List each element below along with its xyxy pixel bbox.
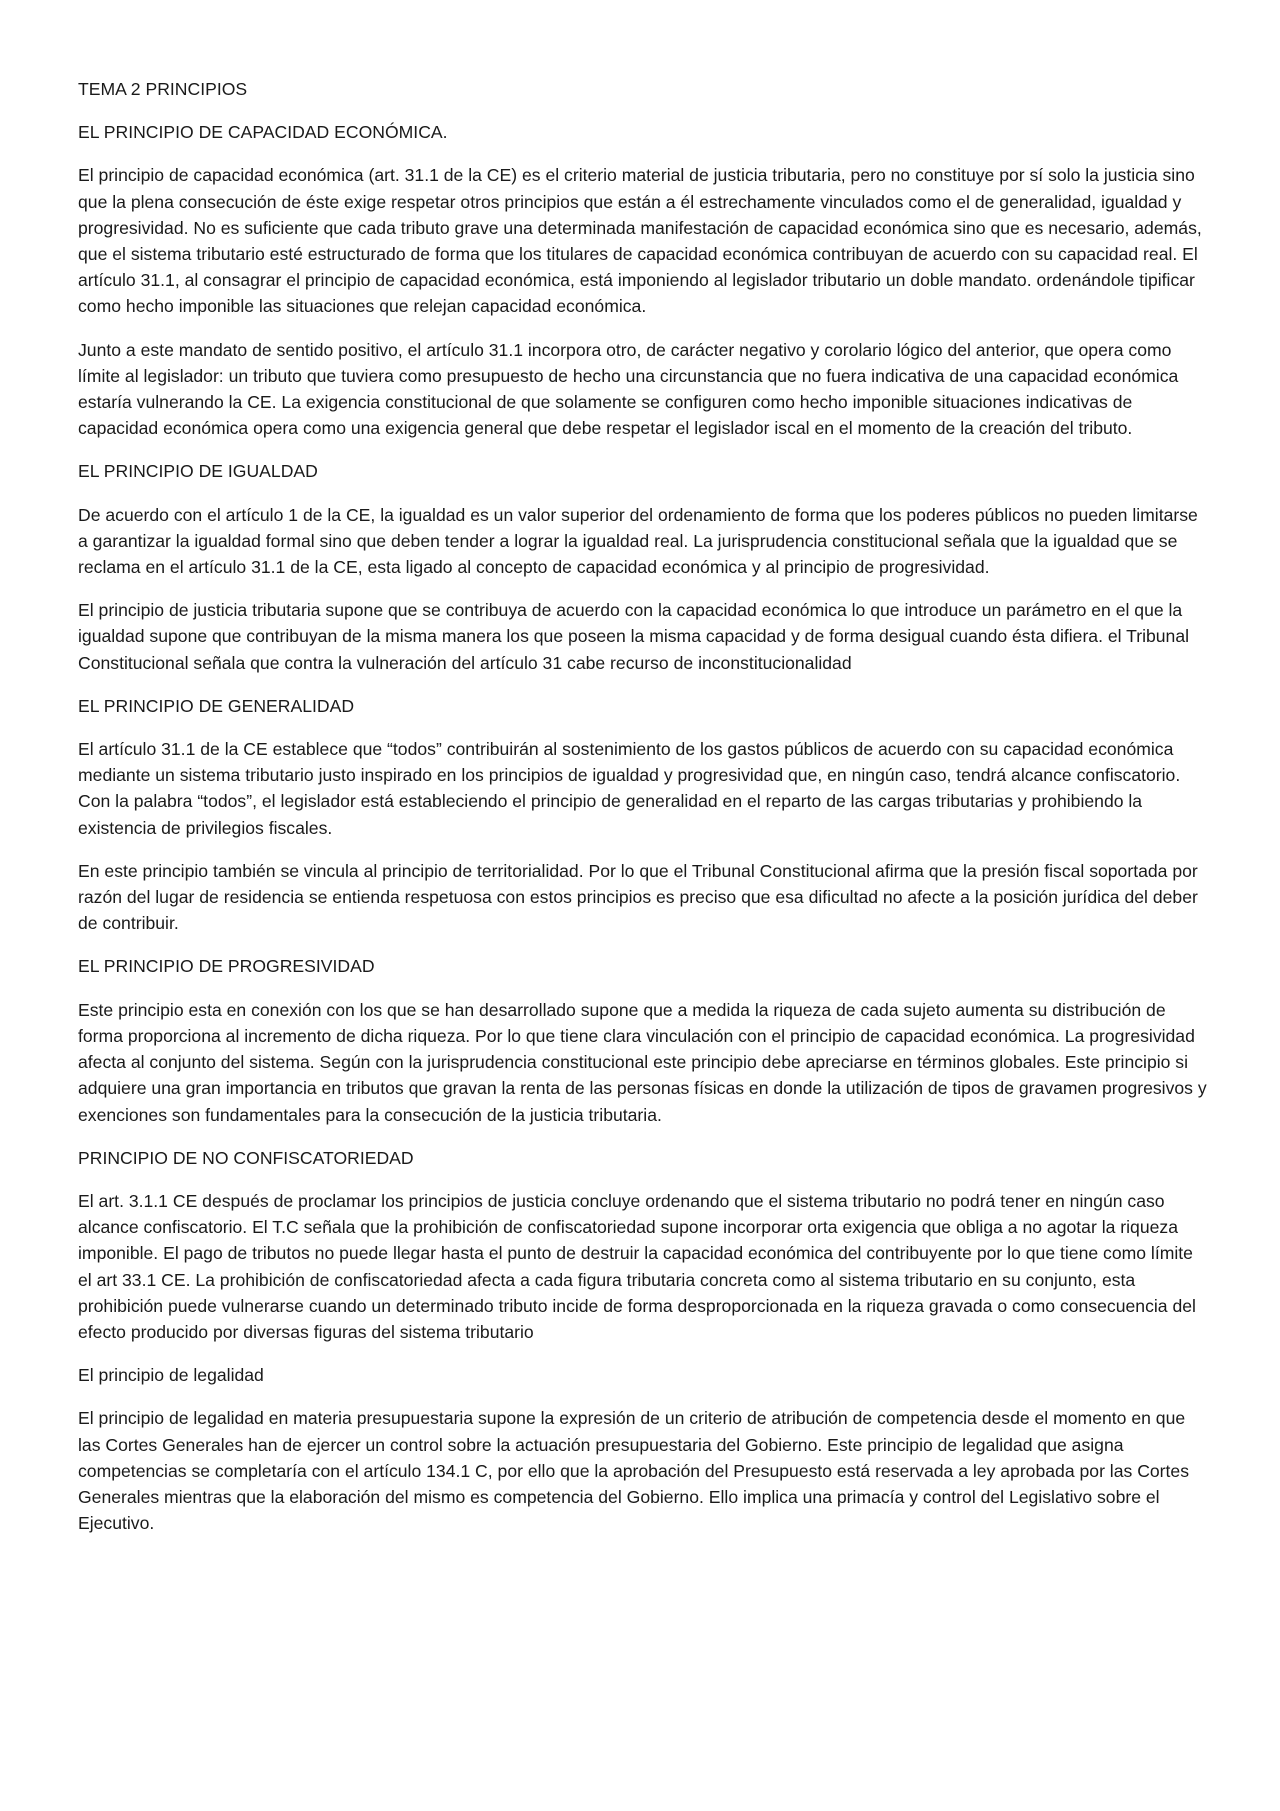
document-page [78, 76, 1208, 1553]
section-heading-progresividad: EL PRINCIPIO DE PROGRESIVIDAD [78, 956, 375, 977]
section-heading-generalidad: EL PRINCIPIO DE GENERALIDAD [78, 695, 355, 716]
section-heading-capacidad: EL PRINCIPIO DE CAPACIDAD ECONÓMICA. [78, 122, 448, 143]
paragraph: Este principio esta en conexión con los que se han desarrollado supone que a medida la riqueza de cada sujeto aumenta su distribución de forma proporciona al incremento de dicha riqueza. Por lo que tiene clara vinculación con el principio de capacidad económica. La progresividad afecta al conjunto del sistema. Según con la jurisprudencia constitucional este principio debe apreciarse en términos globales. Este principio si adquiere una gran importancia en tributos que gravan la renta de las personas físicas en donde la utilización de tipos de gravamen progresivos y exenciones son fundamentales para la consecución de la justicia tributaria. [78, 999, 1207, 1125]
document-title: TEMA 2 PRINCIPIOS [78, 79, 248, 99]
paragraph: El artículo 31.1 de la CE establece que “todos” contribuirán al sostenimiento de los gastos públicos de acuerdo con su capacidad económica mediante un sistema tributario justo inspirado en los principios de igualdad y progresividad que, en ningún caso, tendrá alcance confiscatorio. Con la palabra “todos”, el legislador está estableciendo el principio de generalidad en el reparto de las cargas tributarias y prohibiendo la existencia de privilegios fiscales. [78, 739, 1181, 838]
paragraph: Junto a este mandato de sentido positivo, el artículo 31.1 incorpora otro, de carácter negativo y corolario lógico del anterior, que opera como límite al legislador: un tributo que tuviera como presupuesto de hecho una circunstancia que no fuera indicativa de una capacidad económica estaría vulnerando la CE. La exigencia constitucional de que solamente se configuren como hecho imponible situaciones indicativas de capacidad económica opera como una exigencia general que debe respetar el legislador iscal en el momento de la creación del tributo. [78, 339, 1179, 439]
paragraph: En este principio también se vincula al principio de territorialidad. Por lo que el Tribunal Constitucional afirma que la presión fiscal soportada por razón del lugar de residencia se entienda respetuosa con estos principios es preciso que esa dificultad no afecte a la posición jurídica del deber de contribuir. [78, 860, 1198, 934]
paragraph: El principio de capacidad económica (art. 31.1 de la CE) es el criterio material de justicia tributaria, pero no constituye por sí solo la justicia sino que la plena consecución de éste exige respetar otros principios que están a él estrechamente vinculados como el de generalidad, igualdad y progresividad. No es suficiente que cada tributo grave una determinada manifestación de capacidad económica sino que es necesario, además, que el sistema tributario esté estructurado de forma que los titulares de capacidad económica contribuyan de acuerdo con su capacidad real. El artículo 31.1, al consagrar el principio de capacidad económica, está imponiendo al legislador tributario un doble mandato. ordenándole tipificar como hecho imponible las situaciones que relejan capacidad económica. [78, 165, 1202, 317]
paragraph: De acuerdo con el artículo 1 de la CE, la igualdad es un valor superior del ordenamiento de forma que los poderes públicos no pueden limitarse a garantizar la igualdad formal sino que deben tender a lograr la igualdad real. La jurisprudencia constitucional señala que la igualdad que se reclama en el artículo 31.1 de la CE, esta ligado al concepto de capacidad económica y al principio de progresividad. [78, 504, 1198, 578]
section-heading-legalidad: El principio de legalidad [78, 1365, 264, 1386]
paragraph: El principio de legalidad en materia presupuestaria supone la expresión de un criterio de atribución de competencia desde el momento en que las Cortes Generales han de ejercer un control sobre la actuación presupuestaria del Gobierno. Este principio de legalidad que asigna competencias se completaría con el artículo 134.1 C, por ello que la aprobación del Presupuesto está reservada a ley aprobada por las Cortes Generales mientras que la elaboración del mismo es competencia del Gobierno. Ello implica una primacía y control del Legislativo sobre el Ejecutivo. [78, 1408, 1190, 1534]
paragraph: El principio de justicia tributaria supone que se contribuya de acuerdo con la capacidad económica lo que introduce un parámetro en el que la igualdad supone que contribuyan de la misma manera los que poseen la misma capacidad y de forma desigual cuando ésta difiera. el Tribunal Constitucional señala que contra la vulneración del artículo 31 cabe recurso de inconstitucionalidad [78, 600, 1190, 673]
section-heading-igualdad: EL PRINCIPIO DE IGUALDAD [78, 461, 318, 482]
section-heading-no-confiscatoriedad: PRINCIPIO DE NO CONFISCATORIEDAD [78, 1147, 414, 1168]
paragraph: El art. 3.1.1 CE después de proclamar los principios de justicia concluye ordenando que el sistema tributario no podrá tener en ningún caso alcance confiscatorio. El T.C señala que la prohibición de confiscatoriedad supone incorporar orta exigencia que obliga a no agotar la riqueza imponible. El pago de tributos no puede llegar hasta el punto de destruir la capacidad económica del contribuyente por lo que tiene como límite el art 33.1 CE. La prohibición de confiscatoriedad afecta a cada figura tributaria concreta como al sistema tributario en su conjunto, esta prohibición puede vulnerarse cuando un determinado tributo incide de forma desproporcionada en la riqueza gravada o como consecuencia del efecto producido por diversas figuras del sistema tributario [78, 1190, 1196, 1342]
